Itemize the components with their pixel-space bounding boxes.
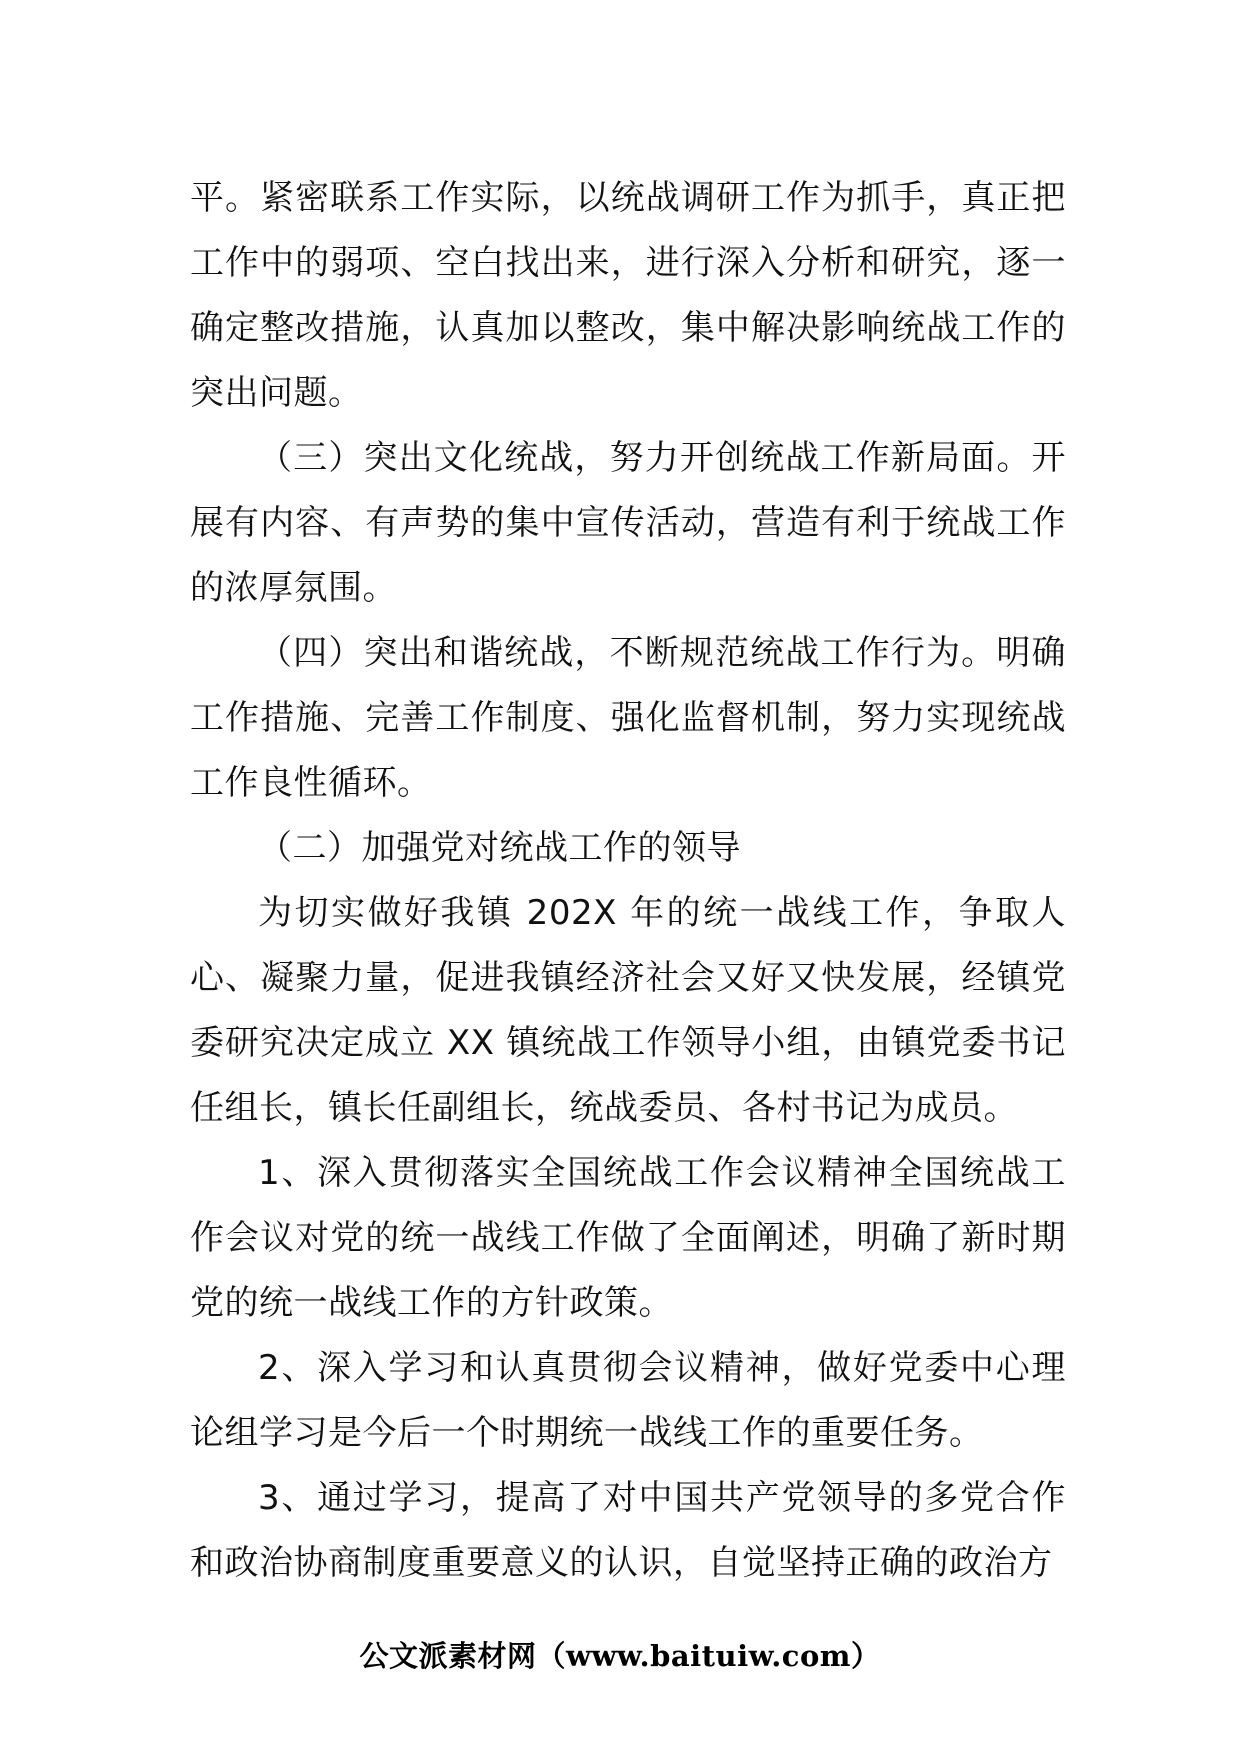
document-body — [190, 166, 1066, 1596]
paragraph-1: 平。紧密联系工作实际，以统战调研工作为抓手，真正把工作中的弱项、空白找出来，进行深入分析和研究，逐一确定整改措施，认真加以整改，集中解决影响统战工作的突出问题。 — [190, 178, 1066, 413]
paragraph-5: 为切实做好我镇 202X 年的统一战线工作，争取人心、凝聚力量，促进我镇经济社会又好又快发展，经镇党委研究决定成立 XX 镇统战工作领导小组，由镇党委书记任组长，镇长任副组长，统战委员、各村书记为成员。 — [190, 893, 1066, 1128]
section-heading: （二）加强党对统战工作的领导 — [258, 828, 741, 868]
list-item-3: 3、通过学习，提高了对中国共产党领导的多党合作和政治协商制度重要意义的认识，自觉坚持正确的政治方 — [190, 1478, 1066, 1583]
list-item-2: 2、深入学习和认真贯彻会议精神，做好党委中心理论组学习是今后一个时期统一战线工作的重要任务。 — [190, 1348, 1066, 1453]
list-item-1: 1、深入贯彻落实全国统战工作会议精神全国统战工作会议对党的统一战线工作做了全面阐述，明确了新时期党的统一战线工作的方针政策。 — [190, 1153, 1066, 1323]
paragraph-2: （三）突出文化统战，努力开创统战工作新局面。开展有内容、有声势的集中宣传活动，营造有利于统战工作的浓厚氛围。 — [190, 438, 1066, 608]
footer-watermark: 公文派素材网（www.baituiw.com） — [359, 1639, 881, 1673]
paragraph-3: （四）突出和谐统战，不断规范统战工作行为。明确工作措施、完善工作制度、强化监督机制，努力实现统战工作良性循环。 — [190, 633, 1066, 803]
